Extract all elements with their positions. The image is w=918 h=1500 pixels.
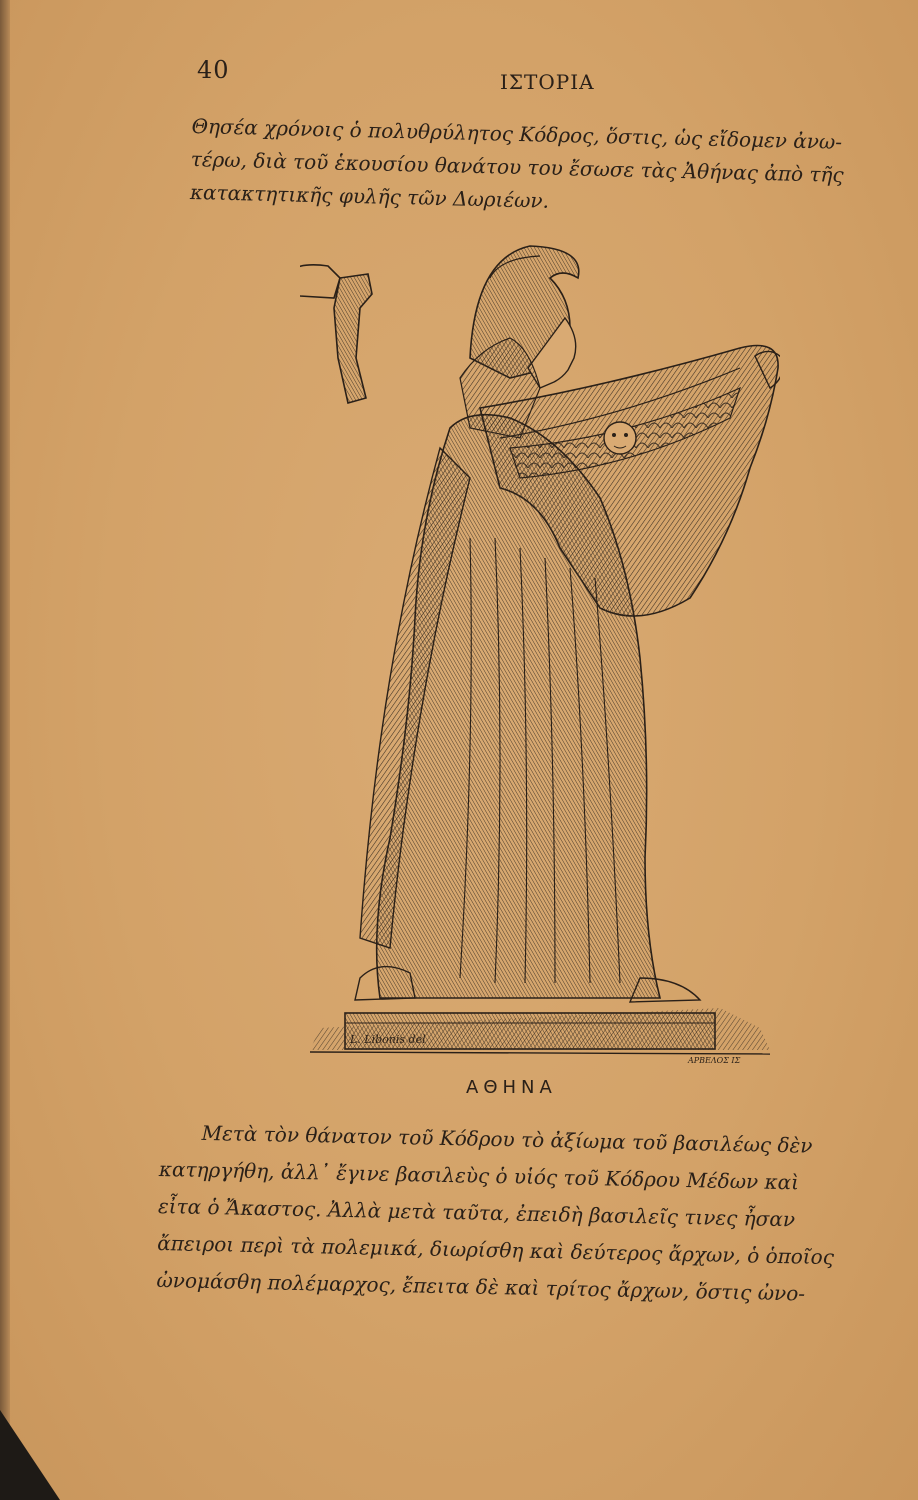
paragraph-top [190,110,900,226]
text-line: κατακτητικῆς φυλῆς τῶν Δωριέων. [189,179,550,213]
page-number: 40 [197,56,230,84]
artist-signature: L. Libonis del [350,1033,426,1046]
engraver-signature: ΑΡΒΕΛΟΣ ΙΣ [688,1056,741,1065]
scan-shadow-corner [0,1410,60,1500]
running-title: ΙΣΤΟΡΙΑ [500,70,595,94]
paragraph-bottom [156,1114,870,1314]
athena-statue-illustration [300,238,780,1068]
text-line: κατηργήθη, ἀλλ᾽ ἔγινε βασιλεὺς ὁ υἱός τοῦ Κόδρου Μέδων καὶ [158,1156,800,1195]
figure-caption: ΑΘΗΝΑ [466,1077,557,1098]
text-line: Θησέα χρόνοις ὁ πολυθρύλητος Κόδρος, ὅστις, ὡς εἴδομεν ἀνω- [191,113,843,154]
text-line: ἄπειροι περὶ τὰ πολεμικά, διωρίσθη καὶ δεύτερος ἄρχων, ὁ ὁποῖος [157,1230,835,1270]
text-line: ὠνομάσθη πολέμαρχος, ἔπειτα δὲ καὶ τρίτος ἄρχων, ὅστις ὠνο- [156,1267,806,1306]
text-line: εἶτα ὁ Ἄκαστος. Ἀλλὰ μετὰ ταῦτα, ἐπειδὴ βασιλεῖς τινες ἦσαν [157,1193,796,1232]
page-binding-edge [0,0,10,1500]
text-line: τέρω, διὰ τοῦ ἑκουσίου θανάτου του ἔσωσε τὰς Ἀθήνας ἀπὸ τῆς [190,146,844,187]
text-line: Μετὰ τὸν θάνατον τοῦ Κόδρου τὸ ἀξίωμα τοῦ βασιλέως δὲν [201,1120,813,1158]
